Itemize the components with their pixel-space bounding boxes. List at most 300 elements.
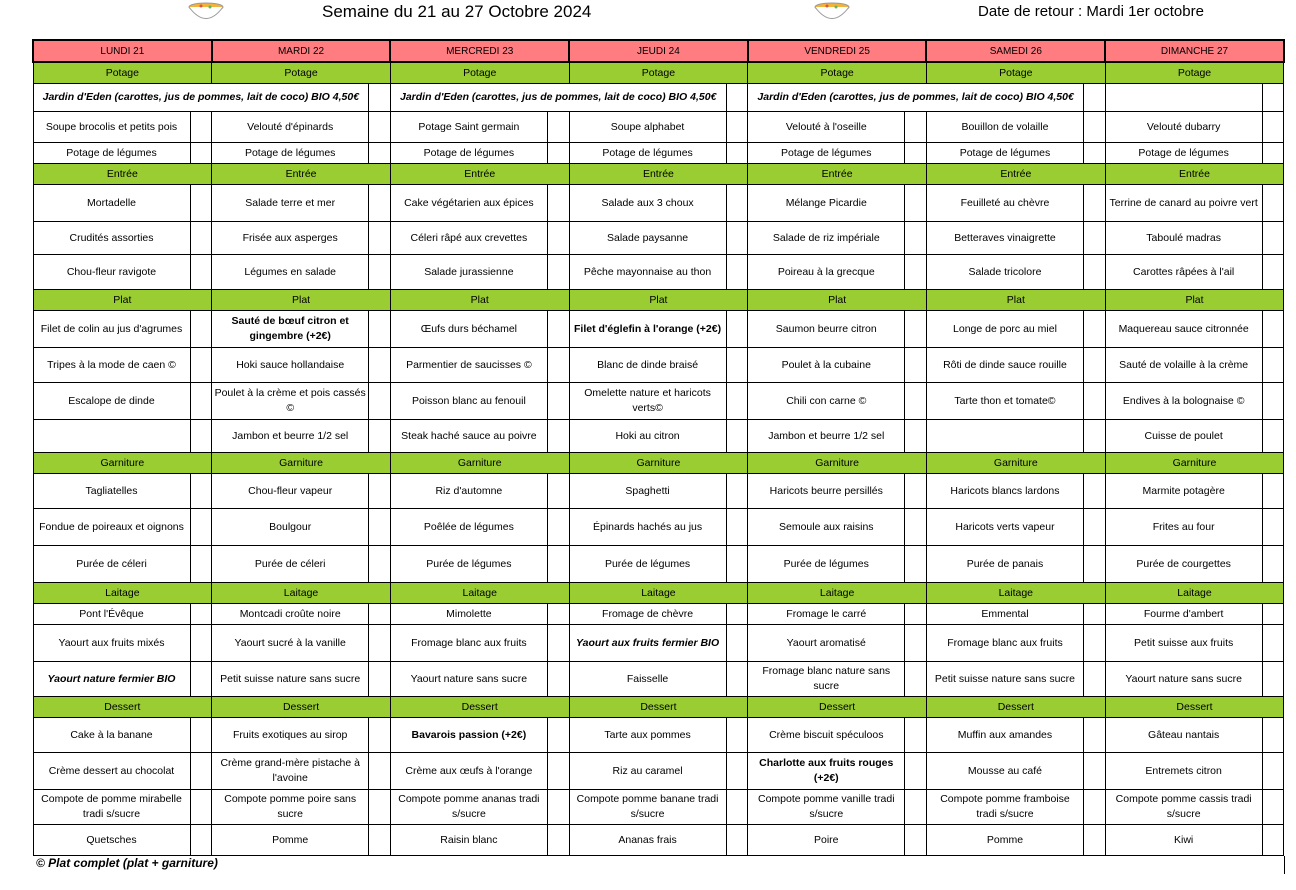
menu-item: Pont l'Évêque	[33, 604, 190, 625]
menu-item: Raisin blanc	[390, 825, 547, 856]
checkbox-cell[interactable]	[369, 185, 391, 222]
section-label: Laitage	[926, 583, 1105, 604]
menu-item: Sauté de volaille à la crème	[1105, 348, 1262, 383]
empty-cell	[1105, 84, 1262, 112]
checkbox-cell[interactable]	[190, 546, 212, 583]
checkbox-cell[interactable]	[190, 753, 212, 790]
section-label: Laitage	[1105, 583, 1284, 604]
menu-item: Tarte thon et tomate©	[926, 383, 1083, 420]
menu-item: Fromage blanc aux fruits	[926, 625, 1083, 662]
menu-item: Tarte aux pommes	[569, 718, 726, 753]
menu-item: Potage de légumes	[748, 143, 905, 164]
checkbox-cell[interactable]	[1083, 383, 1105, 420]
checkbox-cell[interactable]	[1262, 604, 1284, 625]
menu-item: Kiwi	[1105, 825, 1262, 856]
checkbox-cell[interactable]	[905, 604, 927, 625]
checkbox-cell[interactable]	[369, 662, 391, 697]
checkbox-cell[interactable]	[369, 143, 391, 164]
menu-item: Velouté d'épinards	[212, 112, 369, 143]
section-label: Entrée	[1105, 164, 1284, 185]
checkbox-cell[interactable]	[547, 143, 569, 164]
empty-cell	[1262, 84, 1284, 112]
menu-item: Quetsches	[33, 825, 190, 856]
checkbox-cell[interactable]	[1262, 546, 1284, 583]
menu-item: Faisselle	[569, 662, 726, 697]
checkbox-cell[interactable]	[726, 112, 748, 143]
menu-item: Spaghetti	[569, 474, 726, 509]
checkbox-cell[interactable]	[547, 348, 569, 383]
menu-item: Cake végétarien aux épices	[390, 185, 547, 222]
checkbox-cell[interactable]	[369, 825, 391, 856]
menu-item: Boulgour	[212, 509, 369, 546]
checkbox-cell[interactable]	[1262, 625, 1284, 662]
checkbox-cell[interactable]	[726, 825, 748, 856]
garniture-row	[33, 474, 1284, 509]
checkbox-cell[interactable]	[905, 143, 927, 164]
section-label: Potage	[33, 62, 212, 84]
menu-item: Purée de légumes	[748, 546, 905, 583]
section-label: Garniture	[748, 453, 927, 474]
menu-item: Chou-fleur ravigote	[33, 255, 190, 290]
page-header	[0, 0, 1296, 36]
checkbox-cell[interactable]	[1262, 143, 1284, 164]
checkbox-cell[interactable]	[1083, 825, 1105, 856]
section-row-entree	[33, 164, 1284, 185]
checkbox-cell[interactable]	[905, 474, 927, 509]
menu-item: Fruits exotiques au sirop	[212, 718, 369, 753]
menu-item: Mortadelle	[33, 185, 190, 222]
checkbox-cell[interactable]	[547, 546, 569, 583]
checkbox-cell[interactable]	[190, 222, 212, 255]
menu-item: Montcadi croûte noire	[212, 604, 369, 625]
menu-item: Haricots beurre persillés	[748, 474, 905, 509]
checkbox-cell[interactable]	[905, 790, 927, 825]
section-row-plat	[33, 290, 1284, 311]
checkbox-cell[interactable]	[369, 474, 391, 509]
entree-row	[33, 222, 1284, 255]
checkbox-cell[interactable]	[726, 546, 748, 583]
menu-item: Potage de légumes	[33, 143, 190, 164]
menu-item: Yaourt aux fruits fermier BIO	[569, 625, 726, 662]
checkbox-cell[interactable]	[1262, 222, 1284, 255]
checkbox-cell[interactable]	[190, 112, 212, 143]
checkbox-cell[interactable]	[726, 753, 748, 790]
menu-item: Maquereau sauce citronnée	[1105, 311, 1262, 348]
section-label: Entrée	[748, 164, 927, 185]
menu-item: Épinards hachés au jus	[569, 509, 726, 546]
checkbox-cell[interactable]	[726, 662, 748, 697]
section-label: Plat	[33, 290, 212, 311]
return-date: Date de retour : Mardi 1er octobre	[978, 3, 1204, 20]
menu-item: Charlotte aux fruits rouges (+2€)	[748, 753, 905, 790]
checkbox-cell[interactable]	[369, 546, 391, 583]
checkbox-cell[interactable]	[547, 255, 569, 290]
section-label: Garniture	[212, 453, 391, 474]
menu-item: Yaourt nature fermier BIO	[33, 662, 190, 697]
checkbox-cell[interactable]	[1083, 222, 1105, 255]
checkbox-cell[interactable]	[547, 311, 569, 348]
menu-item: Petit suisse aux fruits	[1105, 625, 1262, 662]
section-label: Entrée	[926, 164, 1105, 185]
checkbox-cell[interactable]	[190, 420, 212, 453]
menu-item: Soupe alphabet	[569, 112, 726, 143]
menu-item: Fromage blanc aux fruits	[390, 625, 547, 662]
checkbox-cell[interactable]	[1083, 255, 1105, 290]
checkbox-cell[interactable]	[905, 753, 927, 790]
menu-item: Feuilleté au chèvre	[926, 185, 1083, 222]
menu-item: Hoki au citron	[569, 420, 726, 453]
section-label: Plat	[390, 290, 569, 311]
checkbox-cell[interactable]	[726, 143, 748, 164]
section-row-laitage	[33, 583, 1284, 604]
checkbox-cell[interactable]	[547, 753, 569, 790]
menu-item: Crème dessert au chocolat	[33, 753, 190, 790]
checkbox-cell[interactable]	[726, 84, 748, 112]
menu-item: Steak haché sauce au poivre	[390, 420, 547, 453]
checkbox-cell[interactable]	[1262, 383, 1284, 420]
checkbox-cell[interactable]	[905, 420, 927, 453]
menu-item: Poulet à la cubaine	[748, 348, 905, 383]
checkbox-cell[interactable]	[369, 790, 391, 825]
menu-item: Entremets citron	[1105, 753, 1262, 790]
page-title: Semaine du 21 au 27 Octobre 2024	[322, 2, 592, 21]
checkbox-cell[interactable]	[547, 383, 569, 420]
section-label: Laitage	[748, 583, 927, 604]
checkbox-cell[interactable]	[1083, 143, 1105, 164]
checkbox-cell[interactable]	[369, 604, 391, 625]
checkbox-cell[interactable]	[369, 509, 391, 546]
checkbox-cell[interactable]	[190, 662, 212, 697]
menu-item: Poisson blanc au fenouil	[390, 383, 547, 420]
checkbox-cell[interactable]	[547, 420, 569, 453]
checkbox-cell[interactable]	[1262, 185, 1284, 222]
menu-item: Légumes en salade	[212, 255, 369, 290]
checkbox-cell[interactable]	[726, 625, 748, 662]
section-label: Entrée	[569, 164, 748, 185]
checkbox-cell[interactable]	[369, 753, 391, 790]
section-label: Plat	[926, 290, 1105, 311]
menu-item: Compote pomme framboise tradi s/sucre	[926, 790, 1083, 825]
checkbox-cell[interactable]	[1262, 662, 1284, 697]
checkbox-cell[interactable]	[190, 143, 212, 164]
checkbox-cell[interactable]	[1083, 625, 1105, 662]
section-row-garniture	[33, 453, 1284, 474]
checkbox-cell[interactable]	[1083, 311, 1105, 348]
menu-item: Mélange Picardie	[748, 185, 905, 222]
checkbox-cell[interactable]	[1083, 604, 1105, 625]
checkbox-cell[interactable]	[1083, 718, 1105, 753]
checkbox-cell[interactable]	[905, 255, 927, 290]
checkbox-cell[interactable]	[1262, 718, 1284, 753]
checkbox-cell[interactable]	[1262, 112, 1284, 143]
jardin-item: Jardin d'Eden (carottes, jus de pommes, lait de coco) BIO 4,50€	[748, 84, 1084, 112]
checkbox-cell[interactable]	[190, 604, 212, 625]
checkbox-cell[interactable]	[1262, 790, 1284, 825]
entree-row	[33, 255, 1284, 290]
checkbox-cell[interactable]	[547, 604, 569, 625]
menu-item: Chili con carne ©	[748, 383, 905, 420]
checkbox-cell[interactable]	[369, 84, 391, 112]
checkbox-cell[interactable]	[369, 420, 391, 453]
checkbox-cell[interactable]	[726, 790, 748, 825]
checkbox-cell[interactable]	[190, 311, 212, 348]
section-label: Garniture	[569, 453, 748, 474]
menu-item: Purée de légumes	[390, 546, 547, 583]
divider	[1284, 856, 1285, 874]
menu-item: Crème aux œufs à l'orange	[390, 753, 547, 790]
checkbox-cell[interactable]	[369, 222, 391, 255]
menu-item: Ananas frais	[569, 825, 726, 856]
menu-item: Fourme d'ambert	[1105, 604, 1262, 625]
menu-item: Bavarois passion (+2€)	[390, 718, 547, 753]
section-label: Entrée	[390, 164, 569, 185]
menu-item: Purée de céleri	[212, 546, 369, 583]
menu-item: Fromage le carré	[748, 604, 905, 625]
menu-item: Filet de colin au jus d'agrumes	[33, 311, 190, 348]
checkbox-cell[interactable]	[1083, 474, 1105, 509]
day-header: VENDREDI 25	[748, 40, 927, 62]
section-label: Potage	[926, 62, 1105, 84]
menu-item: Crème biscuit spéculoos	[748, 718, 905, 753]
checkbox-cell[interactable]	[905, 383, 927, 420]
menu-item: Yaourt sucré à la vanille	[212, 625, 369, 662]
checkbox-cell[interactable]	[547, 625, 569, 662]
menu-item: Semoule aux raisins	[748, 509, 905, 546]
checkbox-cell[interactable]	[1083, 112, 1105, 143]
checkbox-cell[interactable]	[190, 718, 212, 753]
menu-item: Marmite potagère	[1105, 474, 1262, 509]
menu-item: Yaourt nature sans sucre	[1105, 662, 1262, 697]
checkbox-cell[interactable]	[1262, 420, 1284, 453]
checkbox-cell[interactable]	[1083, 84, 1105, 112]
menu-item: Potage de légumes	[569, 143, 726, 164]
menu-item: Yaourt aromatisé	[748, 625, 905, 662]
checkbox-cell[interactable]	[1083, 348, 1105, 383]
menu-item: Frisée aux asperges	[212, 222, 369, 255]
garniture-row	[33, 546, 1284, 583]
checkbox-cell[interactable]	[190, 790, 212, 825]
menu-item: Salade terre et mer	[212, 185, 369, 222]
section-label: Plat	[569, 290, 748, 311]
menu-item: Parmentier de saucisses ©	[390, 348, 547, 383]
menu-item: Longe de porc au miel	[926, 311, 1083, 348]
checkbox-cell[interactable]	[1262, 474, 1284, 509]
section-label: Potage	[748, 62, 927, 84]
checkbox-cell[interactable]	[905, 509, 927, 546]
menu-item: Compote pomme cassis tradi s/sucre	[1105, 790, 1262, 825]
checkbox-cell[interactable]	[726, 509, 748, 546]
checkbox-cell[interactable]	[905, 718, 927, 753]
potage-row	[33, 112, 1284, 143]
plat-row	[33, 383, 1284, 420]
checkbox-cell[interactable]	[1083, 420, 1105, 453]
section-label: Garniture	[33, 453, 212, 474]
menu-item: Muffin aux amandes	[926, 718, 1083, 753]
checkbox-cell[interactable]	[547, 185, 569, 222]
checkbox-cell[interactable]	[726, 255, 748, 290]
checkbox-cell[interactable]	[726, 383, 748, 420]
checkbox-cell[interactable]	[726, 348, 748, 383]
menu-item: Pomme	[926, 825, 1083, 856]
checkbox-cell[interactable]	[190, 185, 212, 222]
menu-item: Blanc de dinde braisé	[569, 348, 726, 383]
checkbox-cell[interactable]	[905, 625, 927, 662]
menu-item: Potage de légumes	[212, 143, 369, 164]
section-label: Garniture	[926, 453, 1105, 474]
menu-item: Compote pomme ananas tradi s/sucre	[390, 790, 547, 825]
menu-item: Yaourt aux fruits mixés	[33, 625, 190, 662]
checkbox-cell[interactable]	[905, 825, 927, 856]
menu-item: Pêche mayonnaise au thon	[569, 255, 726, 290]
plat-row	[33, 420, 1284, 453]
section-label: Dessert	[390, 697, 569, 718]
section-label: Plat	[748, 290, 927, 311]
menu-item: Compote pomme banane tradi s/sucre	[569, 790, 726, 825]
section-label: Dessert	[1105, 697, 1284, 718]
menu-item: Poulet à la crème et pois cassés ©	[212, 383, 369, 420]
checkbox-cell[interactable]	[547, 112, 569, 143]
checkbox-cell[interactable]	[905, 546, 927, 583]
weekly-menu-table	[32, 39, 1285, 856]
menu-item: Salade paysanne	[569, 222, 726, 255]
dessert-row	[33, 718, 1284, 753]
checkbox-cell[interactable]	[190, 348, 212, 383]
section-label: Potage	[1105, 62, 1284, 84]
menu-item: Rôti de dinde sauce rouille	[926, 348, 1083, 383]
section-label: Entrée	[33, 164, 212, 185]
checkbox-cell[interactable]	[190, 383, 212, 420]
menu-item: Haricots blancs lardons	[926, 474, 1083, 509]
menu-item: Purée de légumes	[569, 546, 726, 583]
dessert-row	[33, 825, 1284, 856]
menu-item: Purée de courgettes	[1105, 546, 1262, 583]
section-row-dessert	[33, 697, 1284, 718]
section-label: Entrée	[212, 164, 391, 185]
menu-item: Œufs durs béchamel	[390, 311, 547, 348]
checkbox-cell[interactable]	[905, 112, 927, 143]
menu-item: Saumon beurre citron	[748, 311, 905, 348]
checkbox-cell[interactable]	[369, 383, 391, 420]
day-header: DIMANCHE 27	[1105, 40, 1284, 62]
checkbox-cell[interactable]	[190, 474, 212, 509]
laitage-row	[33, 662, 1284, 697]
menu-item: Hoki sauce hollandaise	[212, 348, 369, 383]
menu-item: Omelette nature et haricots verts©	[569, 383, 726, 420]
section-label: Dessert	[748, 697, 927, 718]
checkbox-cell[interactable]	[547, 790, 569, 825]
checkbox-cell[interactable]	[1083, 185, 1105, 222]
dessert-row	[33, 753, 1284, 790]
checkbox-cell[interactable]	[190, 625, 212, 662]
garniture-row	[33, 509, 1284, 546]
menu-item: Petit suisse nature sans sucre	[926, 662, 1083, 697]
checkbox-cell[interactable]	[190, 825, 212, 856]
plat-row	[33, 311, 1284, 348]
checkbox-cell[interactable]	[1262, 311, 1284, 348]
menu-item: Riz d'automne	[390, 474, 547, 509]
checkbox-cell[interactable]	[547, 509, 569, 546]
checkbox-cell[interactable]	[726, 311, 748, 348]
checkbox-cell[interactable]	[726, 222, 748, 255]
checkbox-cell[interactable]	[190, 255, 212, 290]
potage-row	[33, 143, 1284, 164]
menu-item: Yaourt nature sans sucre	[390, 662, 547, 697]
plat-row	[33, 348, 1284, 383]
menu-item: Potage de légumes	[390, 143, 547, 164]
checkbox-cell[interactable]	[726, 474, 748, 509]
menu-item: Salade tricolore	[926, 255, 1083, 290]
checkbox-cell[interactable]	[1083, 509, 1105, 546]
day-header: SAMEDI 26	[926, 40, 1105, 62]
menu-item: Jambon et beurre 1/2 sel	[748, 420, 905, 453]
checkbox-cell[interactable]	[905, 662, 927, 697]
entree-row	[33, 185, 1284, 222]
checkbox-cell[interactable]	[726, 604, 748, 625]
section-label: Potage	[569, 62, 748, 84]
checkbox-cell[interactable]	[1083, 753, 1105, 790]
checkbox-cell[interactable]	[1262, 255, 1284, 290]
menu-item: Escalope de dinde	[33, 383, 190, 420]
checkbox-cell[interactable]	[905, 222, 927, 255]
section-label: Laitage	[390, 583, 569, 604]
section-label: Dessert	[33, 697, 212, 718]
checkbox-cell[interactable]	[1083, 662, 1105, 697]
checkbox-cell[interactable]	[1262, 753, 1284, 790]
checkbox-cell[interactable]	[905, 348, 927, 383]
checkbox-cell[interactable]	[547, 662, 569, 697]
menu-item: Chou-fleur vapeur	[212, 474, 369, 509]
checkbox-cell[interactable]	[905, 185, 927, 222]
section-label: Dessert	[212, 697, 391, 718]
checkbox-cell[interactable]	[726, 420, 748, 453]
menu-item: Fondue de poireaux et oignons	[33, 509, 190, 546]
checkbox-cell[interactable]	[547, 474, 569, 509]
checkbox-cell[interactable]	[726, 185, 748, 222]
checkbox-cell[interactable]	[547, 222, 569, 255]
menu-item: Purée de panais	[926, 546, 1083, 583]
menu-item: Crudités assorties	[33, 222, 190, 255]
checkbox-cell[interactable]	[1262, 509, 1284, 546]
menu-item: Jambon et beurre 1/2 sel	[212, 420, 369, 453]
menu-item	[926, 420, 1083, 453]
checkbox-cell[interactable]	[1262, 825, 1284, 856]
section-label: Laitage	[212, 583, 391, 604]
menu-item: Potage Saint germain	[390, 112, 547, 143]
section-label: Plat	[1105, 290, 1284, 311]
menu-item: Poêlée de légumes	[390, 509, 547, 546]
checkbox-cell[interactable]	[369, 625, 391, 662]
checkbox-cell[interactable]	[726, 718, 748, 753]
menu-item: Compote pomme poire sans sucre	[212, 790, 369, 825]
checkbox-cell[interactable]	[369, 718, 391, 753]
checkbox-cell[interactable]	[1083, 790, 1105, 825]
day-header: MERCREDI 23	[390, 40, 569, 62]
checkbox-cell[interactable]	[547, 718, 569, 753]
section-row-potage	[33, 62, 1284, 84]
menu-item: Gâteau nantais	[1105, 718, 1262, 753]
menu-item: Terrine de canard au poivre vert	[1105, 185, 1262, 222]
checkbox-cell[interactable]	[369, 311, 391, 348]
checkbox-cell[interactable]	[190, 509, 212, 546]
day-header: JEUDI 24	[569, 40, 748, 62]
checkbox-cell[interactable]	[369, 348, 391, 383]
checkbox-cell[interactable]	[369, 255, 391, 290]
checkbox-cell[interactable]	[1262, 348, 1284, 383]
checkbox-cell[interactable]	[1083, 546, 1105, 583]
checkbox-cell[interactable]	[547, 825, 569, 856]
checkbox-cell[interactable]	[369, 112, 391, 143]
checkbox-cell[interactable]	[905, 311, 927, 348]
